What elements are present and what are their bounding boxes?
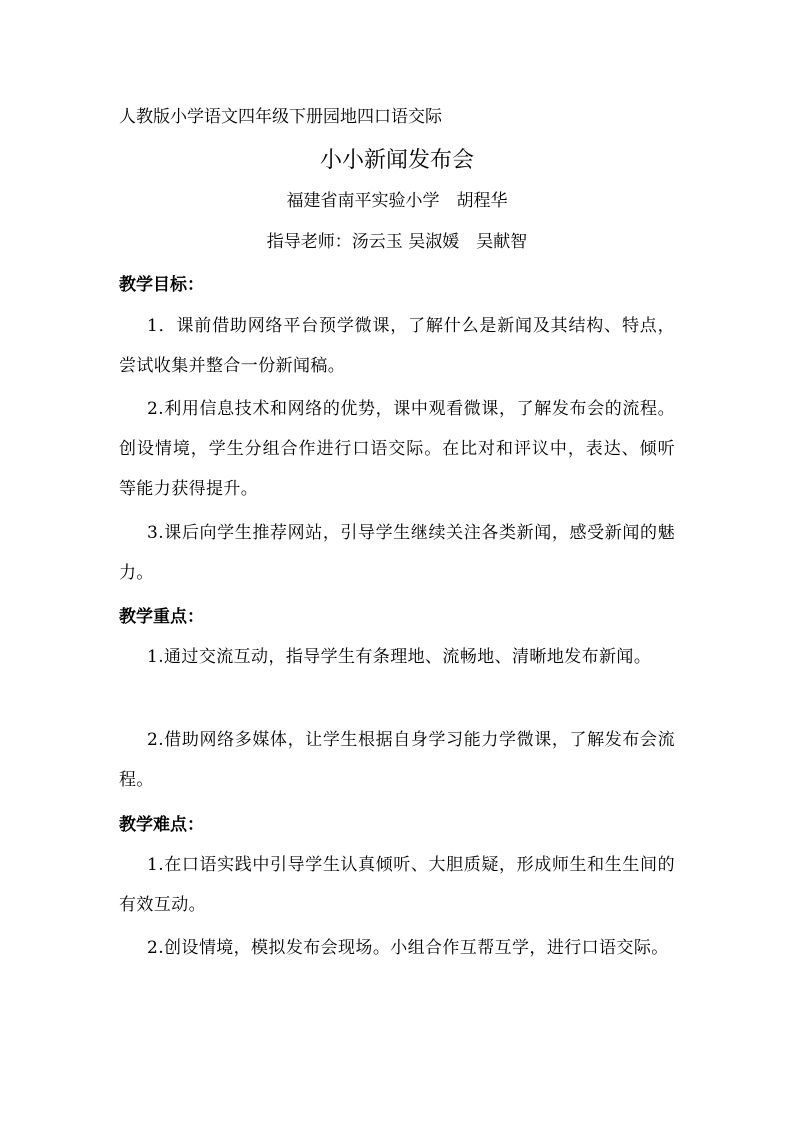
difficulty-item-2: 2.创设情境，模拟发布会现场。小组合作互帮互学，进行口语交际。 [147,938,669,958]
subject-line: 人教版小学语文四年级下册园地四口语交际 [119,107,442,127]
key-point-item-2: 2.借助网络多媒体，让学生根据自身学习能力学微课，了解发布会流程。 [119,730,675,790]
key-points-heading: 教学重点： [119,607,204,627]
document-title: 小小新闻发布会 [319,148,474,173]
advisor-line: 指导老师：汤云玉 吴淑媛 吴献智 [266,232,528,252]
goal-item-3: 3.课后向学生推荐网站，引导学生继续关注各类新闻，感受新闻的魅力。 [119,523,675,583]
difficulty-item-1: 1.在口语实践中引导学生认真倾听、大胆质疑，形成师生和生生间的有效互动。 [119,855,675,915]
difficulties-heading: 教学难点： [119,815,204,835]
author-line: 福建省南平实验小学 胡程华 [286,191,508,211]
goals-heading: 教学目标： [119,275,204,295]
goal-item-2: 2.利用信息技术和网络的优势，课中观看微课，了解发布会的流程。 创设情境，学生分组合作进行口语交际。在比对和评议中，表达、倾听等能力获得提升。 [119,399,675,499]
key-point-item-1: 1.通过交流互动，指导学生有条理地、流畅地、清晰地发布新闻。 [147,647,652,667]
goal-item-1: 1．课前借助网络平台预学微课，了解什么是新闻及其结构、特点，尝试收集并整合一份新闻稿。 [119,316,675,376]
